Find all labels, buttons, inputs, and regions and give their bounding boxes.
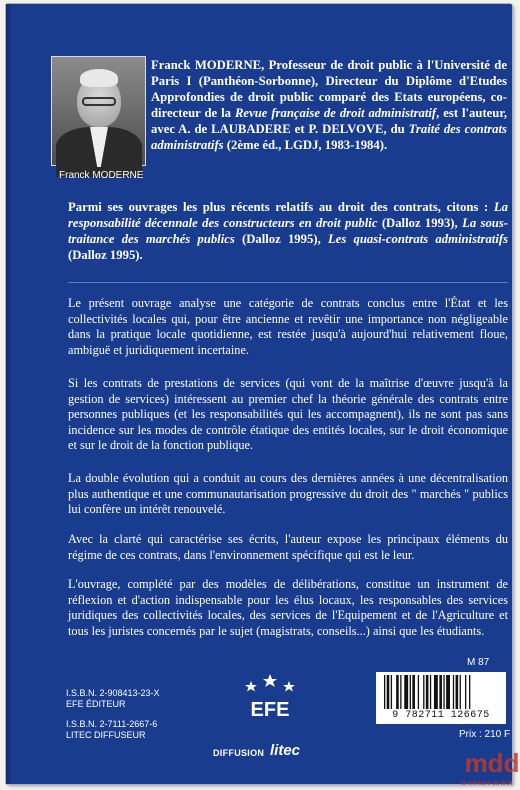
barcode-bar bbox=[456, 675, 459, 709]
works-segment: (Dalloz 1995), bbox=[234, 232, 328, 246]
price: Prix : 210 F bbox=[459, 729, 511, 740]
barcode-bar bbox=[418, 675, 419, 709]
bio-segment: , est l'auteur, avec A. de LAUBADERE et P. DELVOVE, du bbox=[151, 106, 507, 136]
barcode-bar bbox=[404, 675, 408, 709]
barcode-number: 9 782711 126675 bbox=[392, 710, 490, 721]
bio-segment: Franck MODERNE, Professeur de droit public à l'Université de Paris I (Panthéon-Sorbonne), Directeur du Diplôme d'Etudes Approfondies de droit public comparé des Etats européens, co-directeur de la bbox=[151, 58, 507, 120]
barcode-bar bbox=[453, 675, 454, 709]
barcode-bar bbox=[434, 675, 438, 709]
author-works bbox=[68, 199, 508, 263]
efe-logo bbox=[239, 672, 301, 732]
author-bio bbox=[151, 57, 507, 153]
mdd-watermark-logo bbox=[464, 738, 520, 786]
bio-segment: (2ème éd., LGDJ, 1983-1984). bbox=[223, 138, 388, 152]
photo-caption: Franck MODERNE bbox=[59, 170, 144, 181]
barcode-bar bbox=[446, 675, 450, 709]
works-segment: (Dalloz 1993), bbox=[377, 216, 463, 230]
works-segment: La responsabilité décennale des constructeurs en droit public bbox=[68, 200, 508, 230]
barcode-bar bbox=[430, 675, 431, 709]
barcode-bar bbox=[387, 675, 390, 709]
barcode-bar bbox=[412, 675, 415, 709]
author-photo bbox=[51, 56, 146, 166]
bio-segment: Traité des contrats administratifs bbox=[151, 122, 507, 152]
mdd-watermark-text: la mémoire du droit bbox=[461, 781, 513, 787]
summary-paragraph-4: Avec la clarté qui caractérise ses écrits, l'auteur expose les principaux éléments du régime de ces contrats, dans l'environnement spécifique qui est le leur. bbox=[68, 532, 508, 562]
barcode-bars bbox=[384, 675, 498, 709]
litec-logo: litec bbox=[270, 742, 301, 759]
works-segment: La sous-traitance des marchés publics bbox=[68, 216, 509, 246]
summary-paragraph-1: Le présent ouvrage analyse une catégorie de contrats conclus entre l'État et les collectivités locales qui, pour être ancienne et revêtir une importance non négligeable dans la pratique locale quotidienne, est restée jusqu'à aujourd'hui relativement floue, ambiguë et juridiquement incertaine. bbox=[68, 296, 508, 357]
barcode-bar bbox=[391, 675, 392, 709]
barcode-bar bbox=[465, 675, 466, 709]
divider bbox=[68, 282, 508, 283]
barcode-bar bbox=[439, 675, 442, 709]
works-segment: Les quasi-contrats administratifs bbox=[327, 232, 509, 246]
diffusion-label: DIFFUSION bbox=[213, 748, 265, 758]
isbn-litec: I.S.B.N. 2-7111-2667-6 LITEC DIFFUSEUR bbox=[66, 719, 158, 740]
book-back-cover bbox=[6, 4, 512, 784]
svg-text:mdd: mdd bbox=[464, 748, 520, 778]
barcode-bar bbox=[400, 675, 401, 709]
catalog-code: M 87 bbox=[467, 657, 490, 668]
isbn-efe: I.S.B.N. 2-908413-23-X EFE ÉDITEUR bbox=[66, 688, 160, 709]
summary-paragraph-5: L'ouvrage, complété par des modèles de délibérations, constitue un instrument de réflexion et d'action indispensable pour les élus locaux, les responsables des services juridiques des collectivités locales, des services de l'Equipement et de l'Agriculture et tous les juristes concernés par le sujet (magistrats, conseils...) ainsi que les étudiants. bbox=[68, 577, 508, 638]
barcode bbox=[376, 672, 506, 724]
svg-text:EFE: EFE bbox=[250, 699, 290, 721]
barcode-bar bbox=[443, 675, 444, 709]
barcode-bar bbox=[384, 675, 385, 709]
barcode-bar bbox=[469, 675, 470, 709]
works-segment: (Dalloz 1995). bbox=[68, 248, 143, 262]
barcode-bar bbox=[460, 675, 461, 709]
summary-paragraph-2: Si les contrats de prestations de services (qui vont de la maîtrise d'œuvre jusqu'à la gestion de services) intéressent au premier chef la théorie générale des contrats entre personnes publiques (et les responsabilités qui les accompagnent), ils ne sont pas sans incidence sur les modes de contrôle étatique des entités locales, sur le droit économique et sur le droit de la fonction publique. bbox=[68, 376, 508, 452]
works-segment: Parmi ses ouvrages les plus récents relatifs au droit des contrats, citons : bbox=[68, 200, 494, 214]
barcode-bar bbox=[423, 675, 424, 709]
barcode-bar bbox=[410, 675, 411, 709]
summary-paragraph-3: La double évolution qui a conduit au cours des dernières années à une décentralisation plus authentique et une communautarisation progressive du droit des " marchés " publics lui confère un intérêt renouvelé. bbox=[68, 471, 508, 516]
barcode-bar bbox=[396, 675, 399, 709]
bio-segment: Revue française de droit administratif bbox=[234, 106, 437, 120]
barcode-bar bbox=[426, 675, 429, 709]
